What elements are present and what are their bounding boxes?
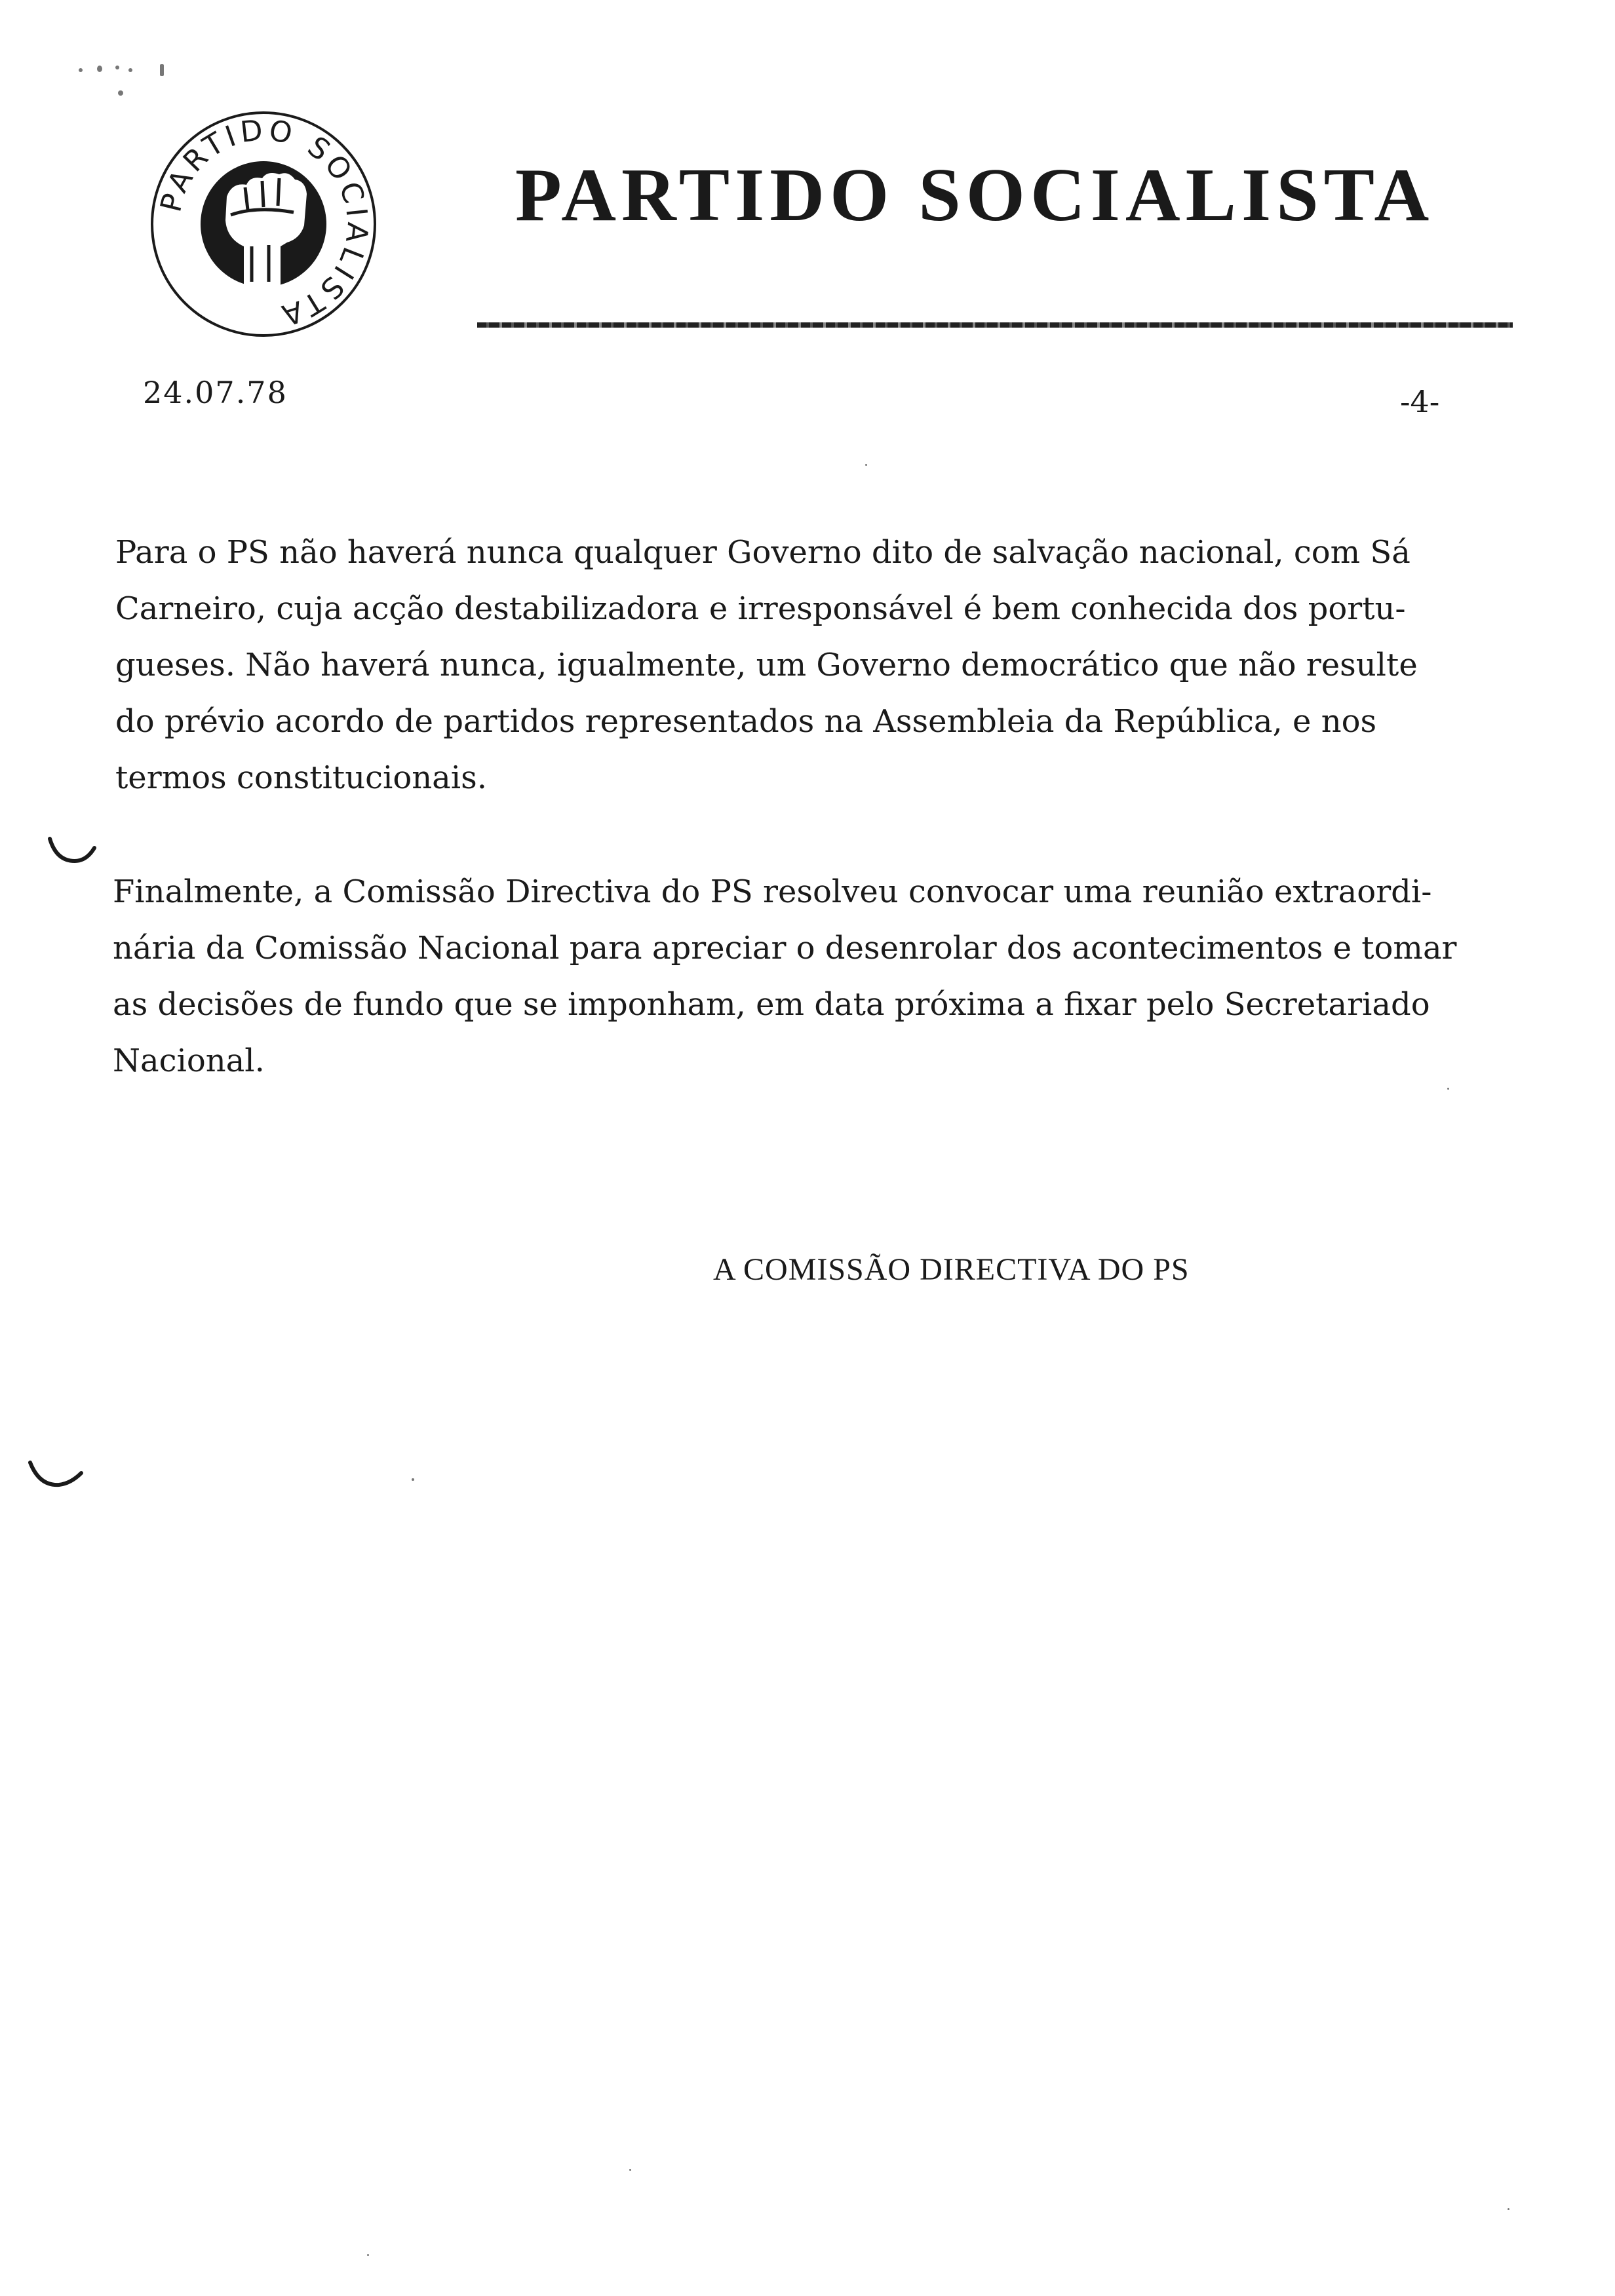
paragraph-line: Finalmente, a Comissão Directiva do PS resolveu convocar uma reunião extraordi-	[113, 873, 1432, 910]
paragraph-line: nária da Comissão Nacional para apreciar o desenrolar dos acontecimentos e tomar	[113, 930, 1457, 966]
scan-speck	[97, 66, 102, 72]
paragraph-line: Nacional.	[113, 1043, 265, 1079]
scan-speck	[412, 1478, 414, 1481]
scan-speck	[118, 90, 123, 96]
paragraph-line: as decisões de fundo que se imponham, em data próxima a fixar pelo Secretariado	[113, 986, 1430, 1023]
logo-ring-text: PARTIDO SOCIALISTA	[154, 113, 374, 333]
scan-speck	[1447, 1088, 1449, 1090]
document-date: 24.07.78	[143, 375, 288, 410]
paragraph-2	[113, 864, 1457, 1089]
scan-speck	[865, 464, 867, 466]
scan-speck	[1508, 2208, 1509, 2210]
paragraph-line: termos constitucionais.	[115, 759, 488, 796]
scan-speck	[160, 64, 164, 76]
scan-speck	[367, 2254, 369, 2256]
scan-speck	[128, 68, 132, 72]
signature-line: A COMISSÃO DIRECTIVA DO PS	[713, 1252, 1190, 1287]
header-rule	[477, 322, 1513, 328]
handwritten-check-mark	[46, 832, 98, 871]
scan-speck	[115, 66, 119, 69]
paragraph-1	[115, 524, 1418, 806]
paragraph-line: do prévio acordo de partidos representados na Assembleia da República, e nos	[115, 703, 1377, 740]
paragraph-line: Carneiro, cuja acção destabilizadora e irresponsável é bem conhecida dos portu-	[115, 590, 1406, 627]
party-logo	[149, 110, 378, 338]
paragraph-line: Para o PS não haverá nunca qualquer Governo dito de salvação nacional, com Sá	[115, 534, 1411, 571]
scan-speck	[79, 68, 83, 72]
scan-speck	[629, 2169, 631, 2171]
paragraph-line: gueses. Não haverá nunca, igualmente, um Governo democrático que não resulte	[115, 647, 1418, 683]
handwritten-check-mark	[26, 1457, 85, 1497]
page-number: -4-	[1400, 384, 1440, 419]
party-name-heading: PARTIDO SOCIALISTA	[515, 153, 1435, 237]
